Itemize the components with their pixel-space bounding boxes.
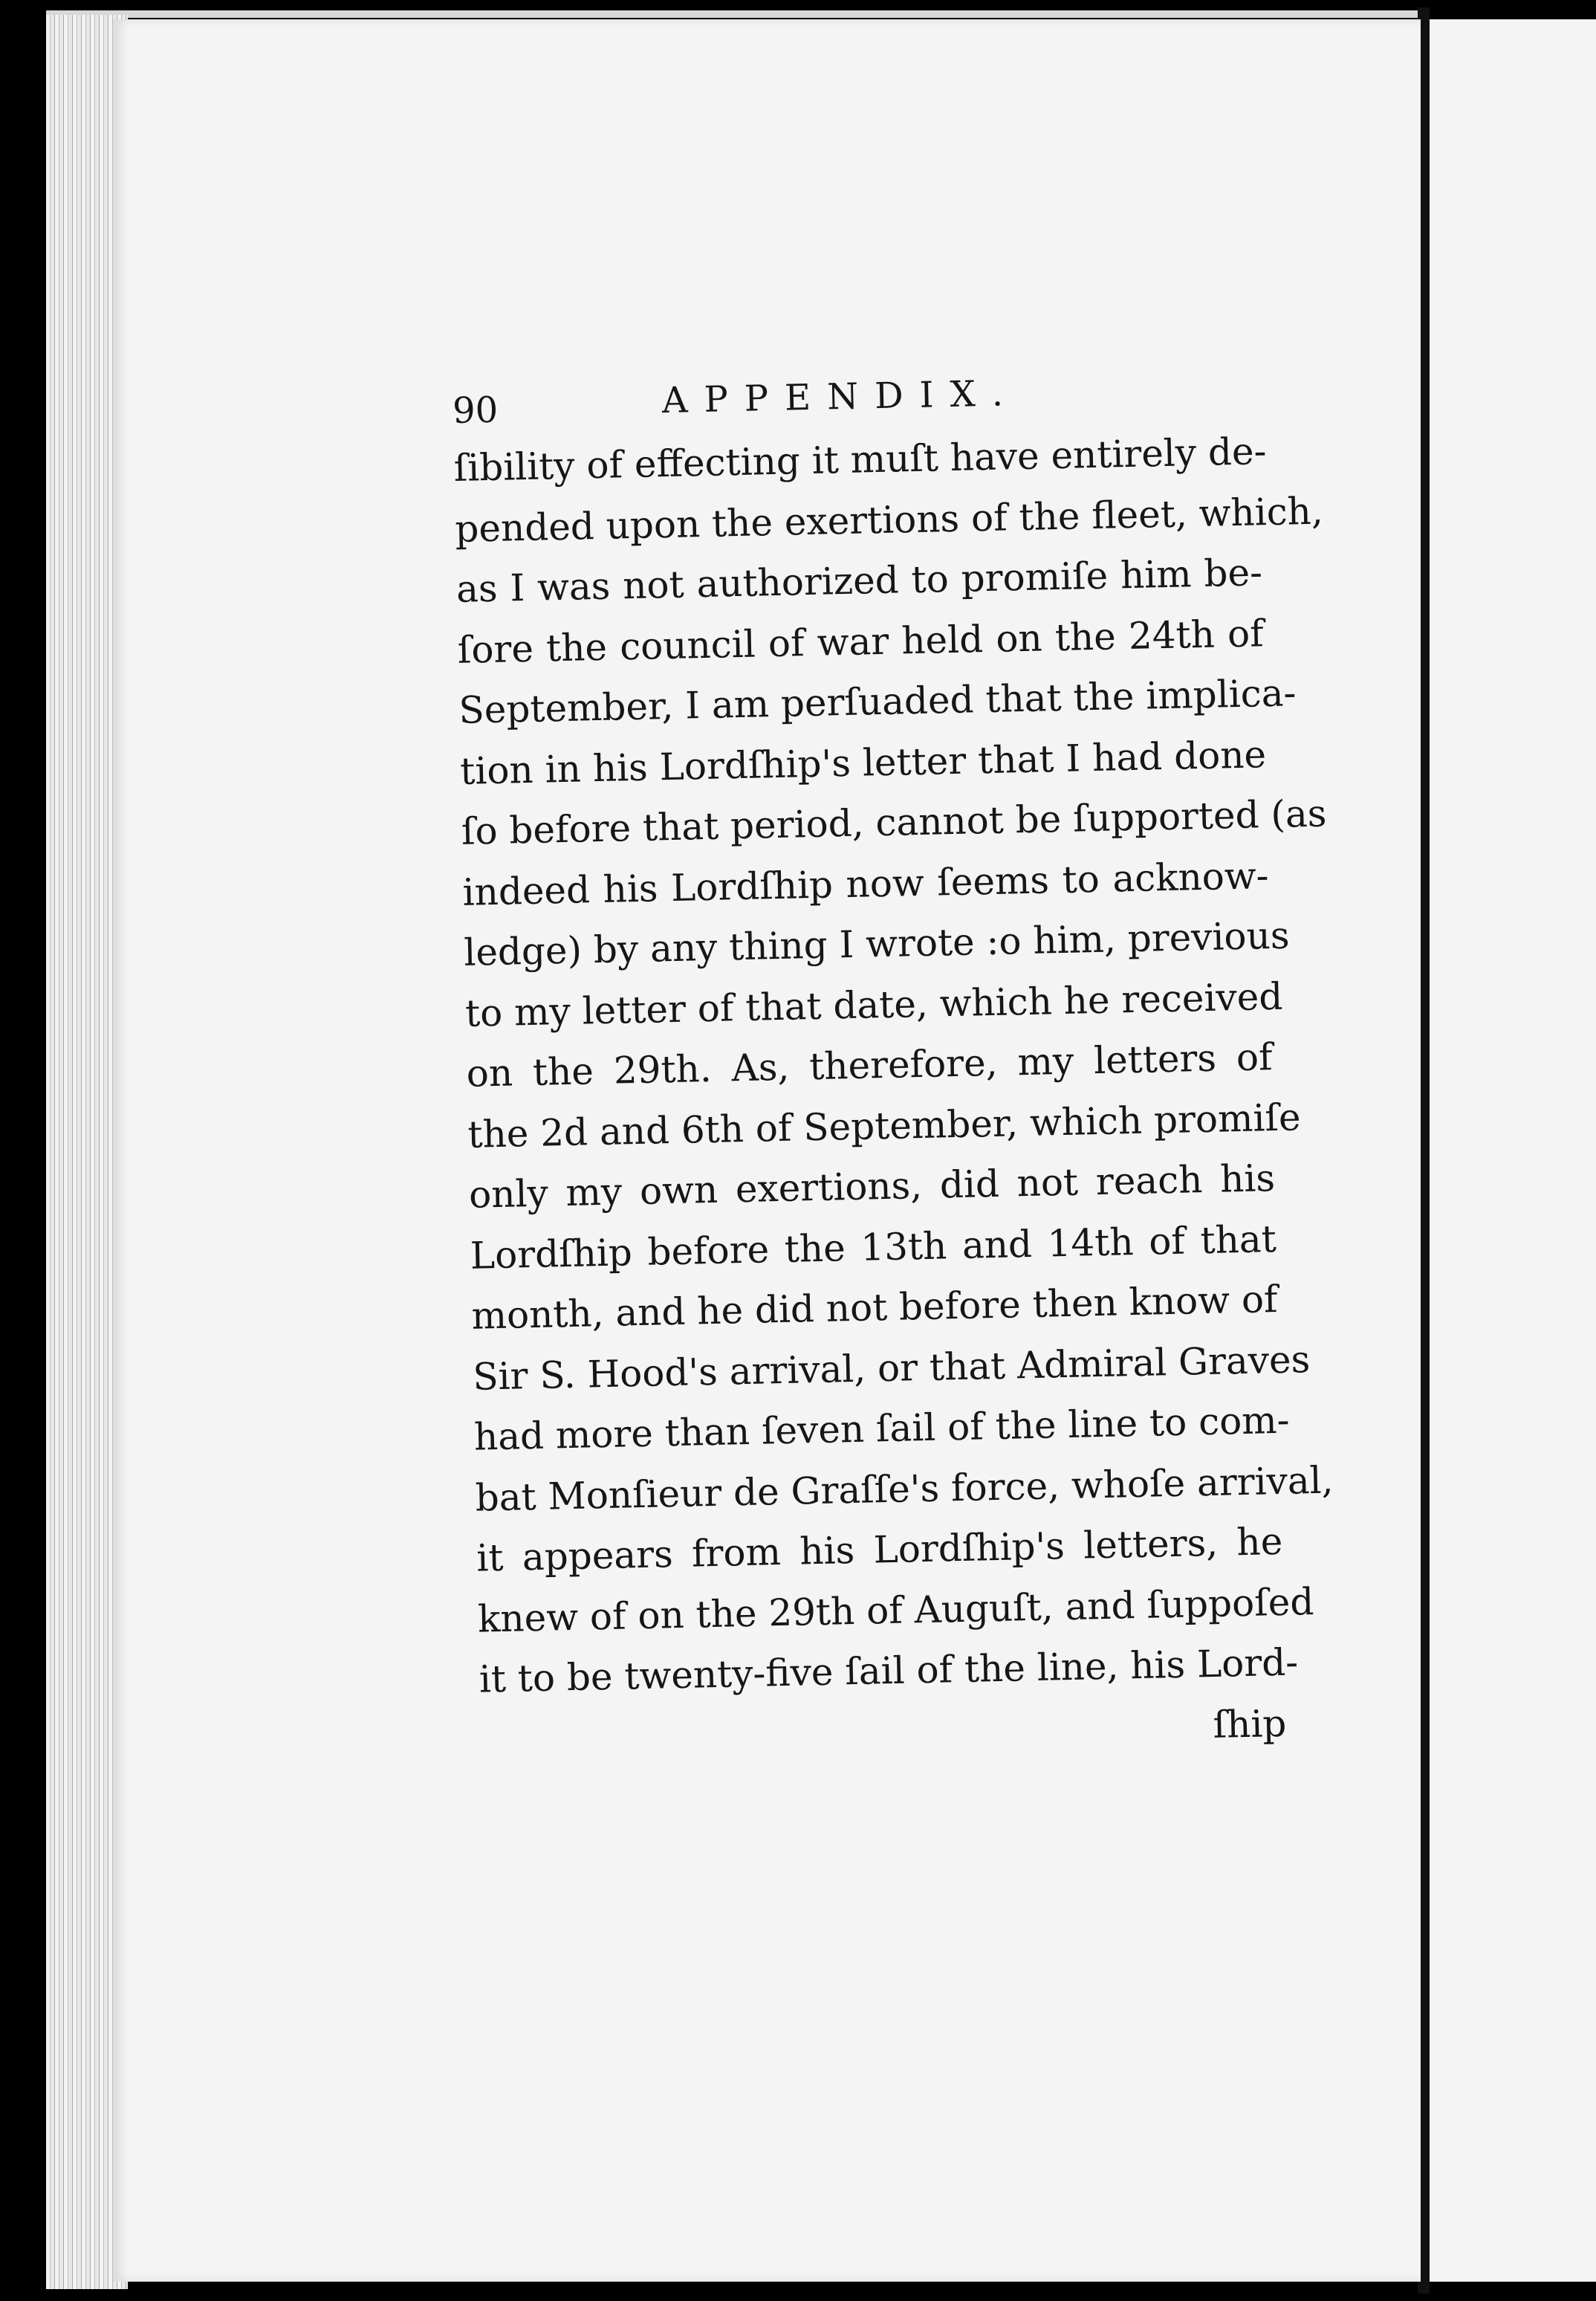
text-line: the 2d and 6th of September, which promiſe: [467, 1095, 1302, 1156]
text-line: tion in his Lordſhip's letter that I had done: [459, 732, 1267, 793]
text-line: had more than ſeven ſail of the line to com-: [473, 1398, 1291, 1459]
text-line: as I was not authorized to promiſe him be-: [455, 551, 1263, 611]
text-line: it appears from his Lordſhip's letters, he: [476, 1519, 1283, 1580]
text-line: pended upon the exertions of the fleet, which,: [454, 488, 1324, 551]
body-text: [453, 421, 1334, 1710]
text-line: month, and he did not before then know of: [471, 1278, 1279, 1338]
text-block: [452, 354, 1334, 1770]
page-number: 90: [452, 389, 499, 432]
text-line: to my letter of that date, which he received: [464, 974, 1283, 1035]
text-line: only my own exertions, did not reach his: [468, 1156, 1276, 1217]
text-line: ſibility of effecting it muſt have entirely de-: [453, 430, 1268, 490]
facing-page: [1430, 19, 1596, 2282]
text-line: Sir S. Hood's arrival, or that Admiral Graves: [472, 1337, 1311, 1399]
text-line: Lordſhip before the 13th and 14th of that: [470, 1217, 1277, 1278]
page-edges-top: [46, 10, 1428, 18]
catchword: ſhip: [1213, 1701, 1287, 1747]
text-line: ſo before that period, cannot be ſupported (as: [461, 792, 1327, 853]
text-line: bat Monſieur de Graſſe's force, whoſe arrival,: [475, 1457, 1334, 1520]
text-line: September, I am perſuaded that the implica-: [458, 671, 1297, 732]
text-line: knew of on the 29th of Auguſt, and ſuppoſed: [477, 1579, 1314, 1641]
running-title: APPENDIX.: [661, 372, 1020, 422]
text-line: indeed his Lordſhip now ſeems to acknow-: [462, 853, 1270, 914]
text-line: ledge) by any thing I wrote :o him, previous: [463, 913, 1290, 974]
text-line: ſore the council of war held on the 24th of: [457, 611, 1265, 672]
text-line: it to be twenty-five ſail of the line, his Lord-: [479, 1640, 1299, 1701]
text-line: on the 29th. As, therefore, my letters of: [466, 1035, 1274, 1096]
